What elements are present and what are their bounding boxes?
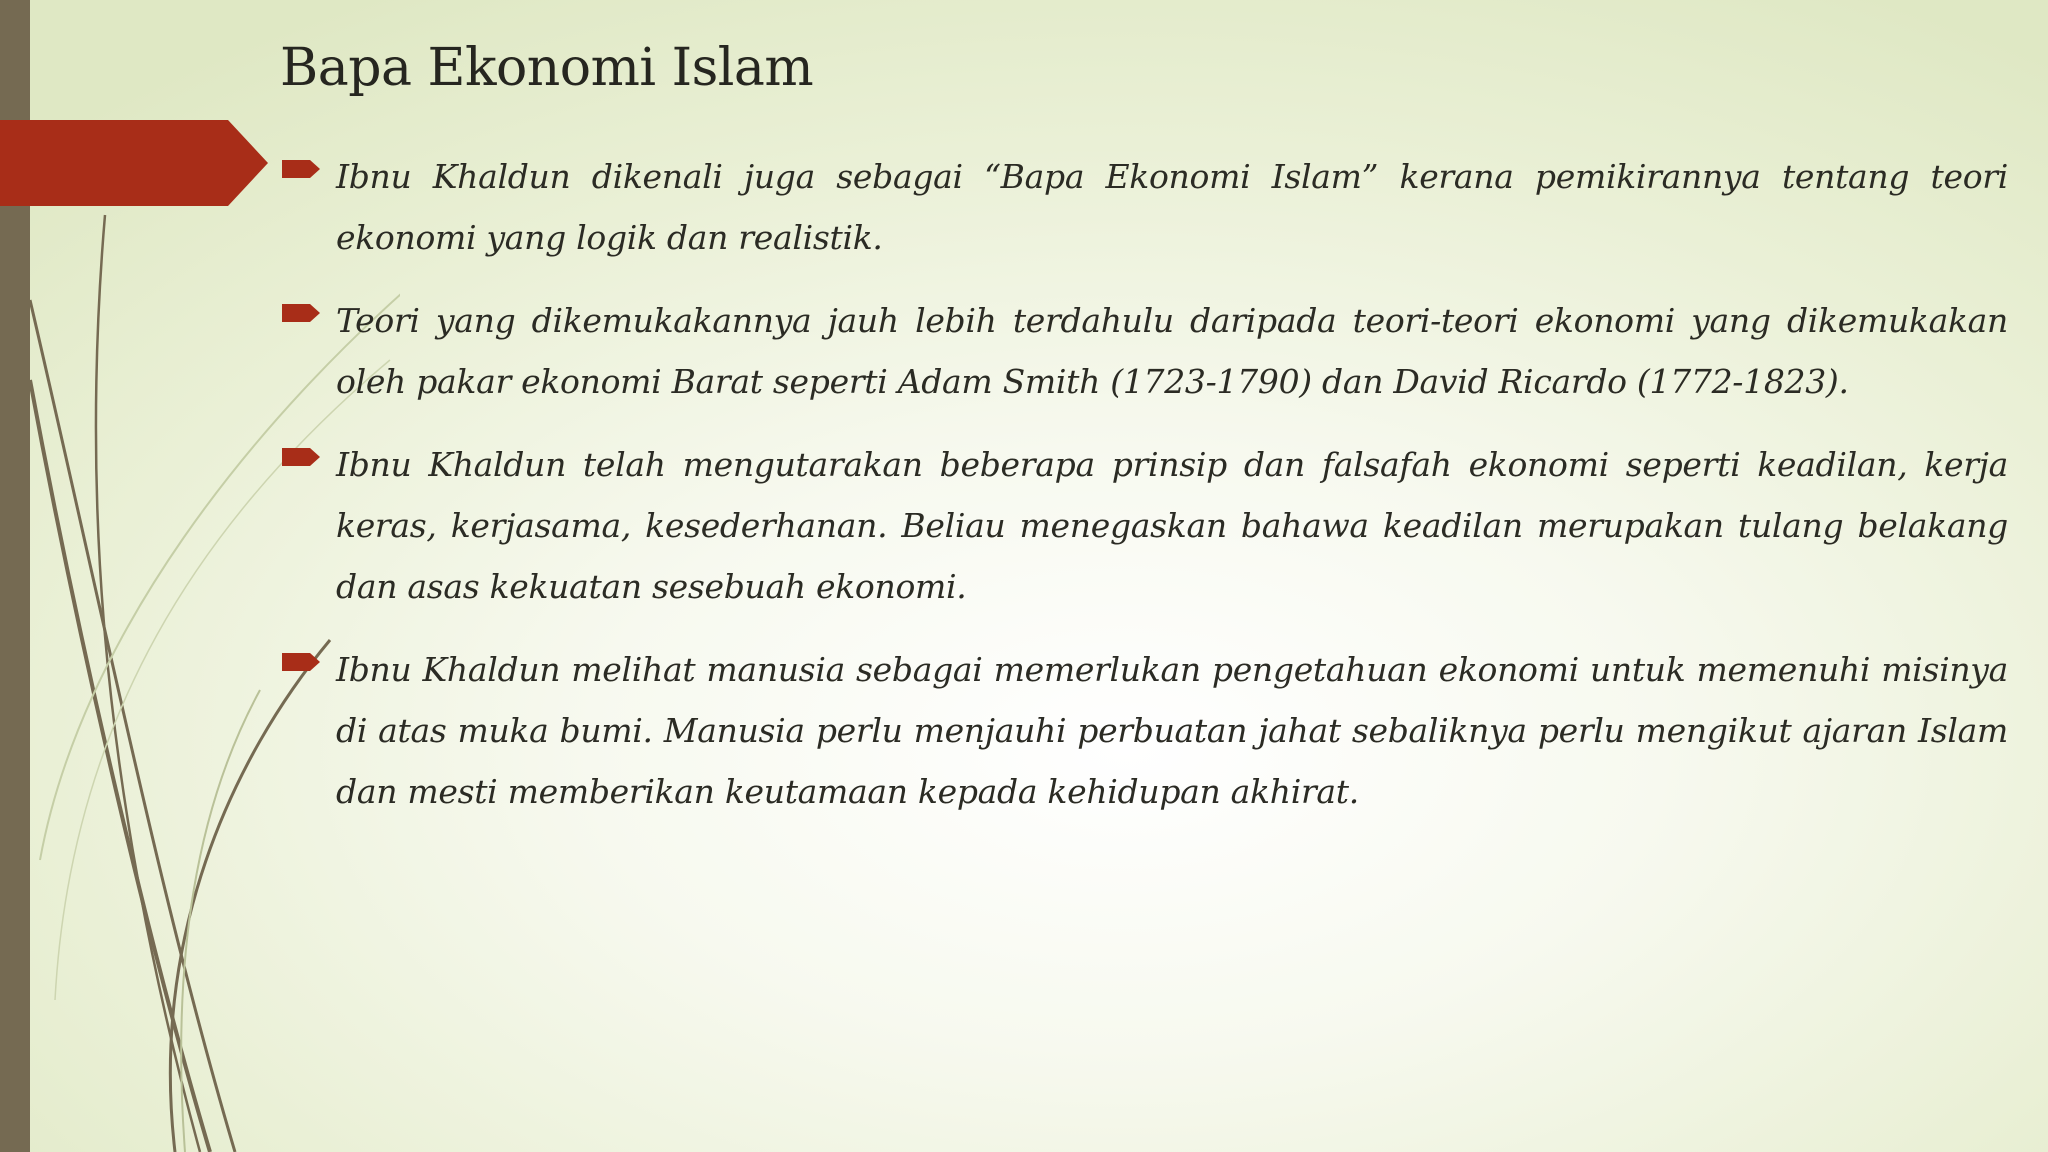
bullet-item — [282, 146, 2008, 268]
bullet-text: Teori yang dikemukakannya jauh lebih terdahulu daripada teori-teori ekonomi yang dikemukakan oleh pakar ekonomi Barat seperti Adam Smith (1723-1790) dan David Ricardo (1772-1823). — [336, 301, 2008, 401]
red-arrow-bullet-icon — [282, 448, 320, 466]
red-arrow-bullet-icon — [282, 653, 320, 671]
red-title-tab — [0, 120, 268, 206]
red-arrow-bullet-icon — [282, 304, 320, 322]
slide-title: Bapa Ekonomi Islam — [280, 38, 814, 98]
bullet-item — [282, 434, 2008, 617]
bullet-item — [282, 290, 2008, 412]
bullet-item — [282, 639, 2008, 822]
bullet-text: Ibnu Khaldun telah mengutarakan beberapa prinsip dan falsafah ekonomi seperti keadilan, kerja keras, kerjasama, kesederhanan. Beliau menegaskan bahawa keadilan merupakan tulang belakang dan asas kekuatan sesebuah ekonomi. — [336, 445, 2008, 606]
red-arrow-bullet-icon — [282, 160, 320, 178]
bullet-text: Ibnu Khaldun dikenali juga sebagai “Bapa Ekonomi Islam” kerana pemikirannya tentang teori ekonomi yang logik dan realistik. — [336, 157, 2008, 257]
bullet-text: Ibnu Khaldun melihat manusia sebagai memerlukan pengetahuan ekonomi untuk memenuhi misinya di atas muka bumi. Manusia perlu menjauhi perbuatan jahat sebaliknya perlu mengikut ajaran Islam dan mesti memberikan keutamaan kepada kehidupan akhirat. — [336, 650, 2008, 811]
bullet-list — [282, 146, 2008, 844]
